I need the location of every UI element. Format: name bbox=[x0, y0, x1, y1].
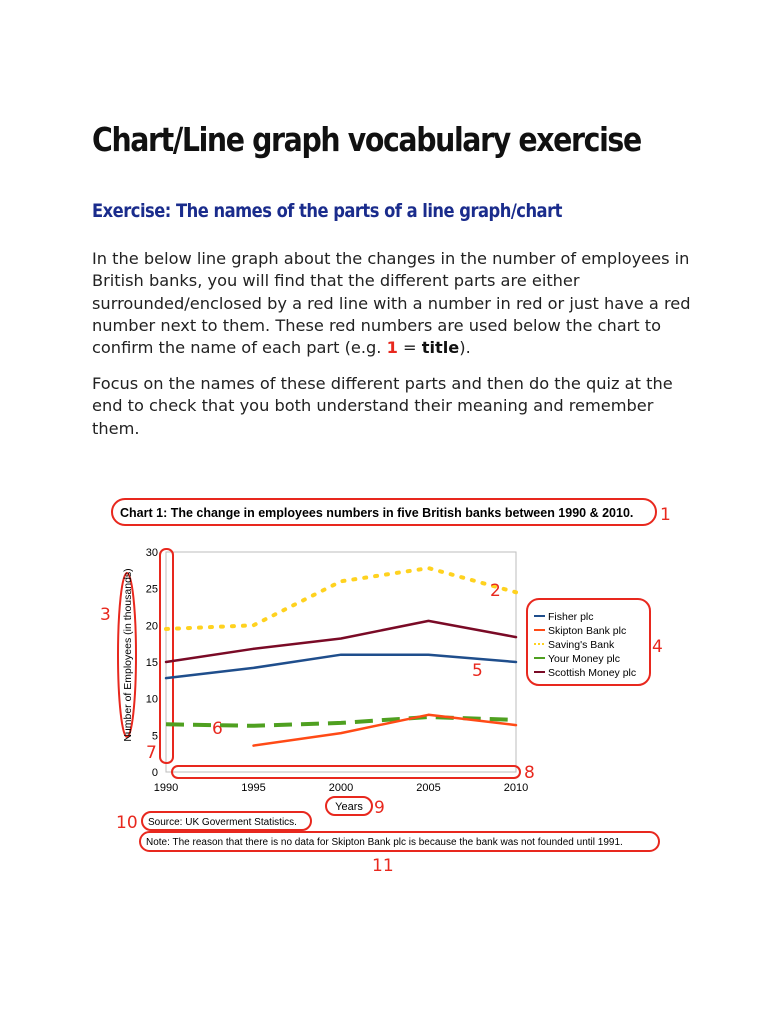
x-tick-labels bbox=[154, 782, 528, 794]
annotation-9: 9 bbox=[374, 798, 385, 818]
y-tick-label: 15 bbox=[145, 657, 158, 669]
x-tick-label: 1995 bbox=[241, 782, 266, 794]
intro-paragraph bbox=[92, 248, 692, 359]
legend-label-savings: Saving's Bank bbox=[548, 639, 615, 651]
intro-end: ). bbox=[459, 338, 471, 358]
annotation-3: 3 bbox=[100, 605, 111, 625]
annotation-8: 8 bbox=[524, 763, 535, 783]
legend-label-skipton: Skipton Bank plc bbox=[548, 625, 627, 637]
annotation-2: 2 bbox=[490, 581, 501, 601]
annotation-7: 7 bbox=[146, 743, 157, 763]
focus-paragraph: Focus on the names of these different parts and then do the quiz at the end to check that you both understand their meaning and remember them. bbox=[92, 374, 673, 438]
page-title: Chart/Line graph vocabulary exercise bbox=[92, 120, 641, 159]
annotation-6: 6 bbox=[212, 719, 223, 739]
y-tick-label: 30 bbox=[145, 547, 158, 559]
exercise-subtitle: Exercise: The names of the parts of a line graph/chart bbox=[92, 200, 562, 222]
x-tick-label: 2000 bbox=[328, 782, 354, 794]
x-tick-label: 2005 bbox=[416, 782, 441, 794]
annotation-4: 4 bbox=[652, 637, 663, 657]
x-tick-label: 2010 bbox=[503, 782, 529, 794]
example-number: 1 bbox=[386, 338, 398, 358]
line-chart bbox=[0, 480, 768, 900]
chart-title: Chart 1: The change in employees numbers in five British banks between 1990 & 2010. bbox=[120, 506, 634, 520]
intro-text: In the below line graph about the changes in the number of employees in British banks, you will find that the different parts are either surrounded/enclosed by a red line with a number in red or just have a red number next to them. These red numbers are used below the chart to confirm the name of each part (e.g. bbox=[92, 249, 691, 358]
annotation-10: 10 bbox=[116, 813, 138, 833]
legend-label-fisher: Fisher plc bbox=[548, 611, 594, 623]
legend bbox=[534, 611, 636, 679]
example-term: title bbox=[421, 338, 460, 358]
equals-sign: = bbox=[397, 338, 422, 358]
x-axis-label: Years bbox=[335, 801, 363, 813]
legend-label-your-money: Your Money plc bbox=[548, 653, 620, 665]
y-tick-label: 0 bbox=[151, 767, 158, 779]
y-axis-label: Number of Employees (in thousands) bbox=[122, 568, 134, 742]
x-tick-label: 1990 bbox=[153, 782, 179, 794]
annotation-11: 11 bbox=[372, 856, 394, 876]
annotation-5: 5 bbox=[472, 661, 483, 681]
chart-source: Source: UK Goverment Statistics. bbox=[148, 817, 297, 828]
plot-area-border bbox=[166, 552, 516, 772]
y-tick-label: 25 bbox=[145, 583, 158, 596]
chart-note: Note: The reason that there is no data for Skipton Bank plc is because the bank was not founded until 1991. bbox=[146, 837, 623, 848]
y-tick-label: 20 bbox=[145, 620, 158, 633]
annotation-1: 1 bbox=[660, 505, 671, 525]
line-series-savings-bank bbox=[166, 568, 516, 629]
y-tick-label: 5 bbox=[151, 730, 158, 743]
y-tick-label: 10 bbox=[145, 693, 158, 706]
legend-label-scottish: Scottish Money plc bbox=[548, 667, 637, 679]
line-series-fisher bbox=[166, 655, 516, 678]
